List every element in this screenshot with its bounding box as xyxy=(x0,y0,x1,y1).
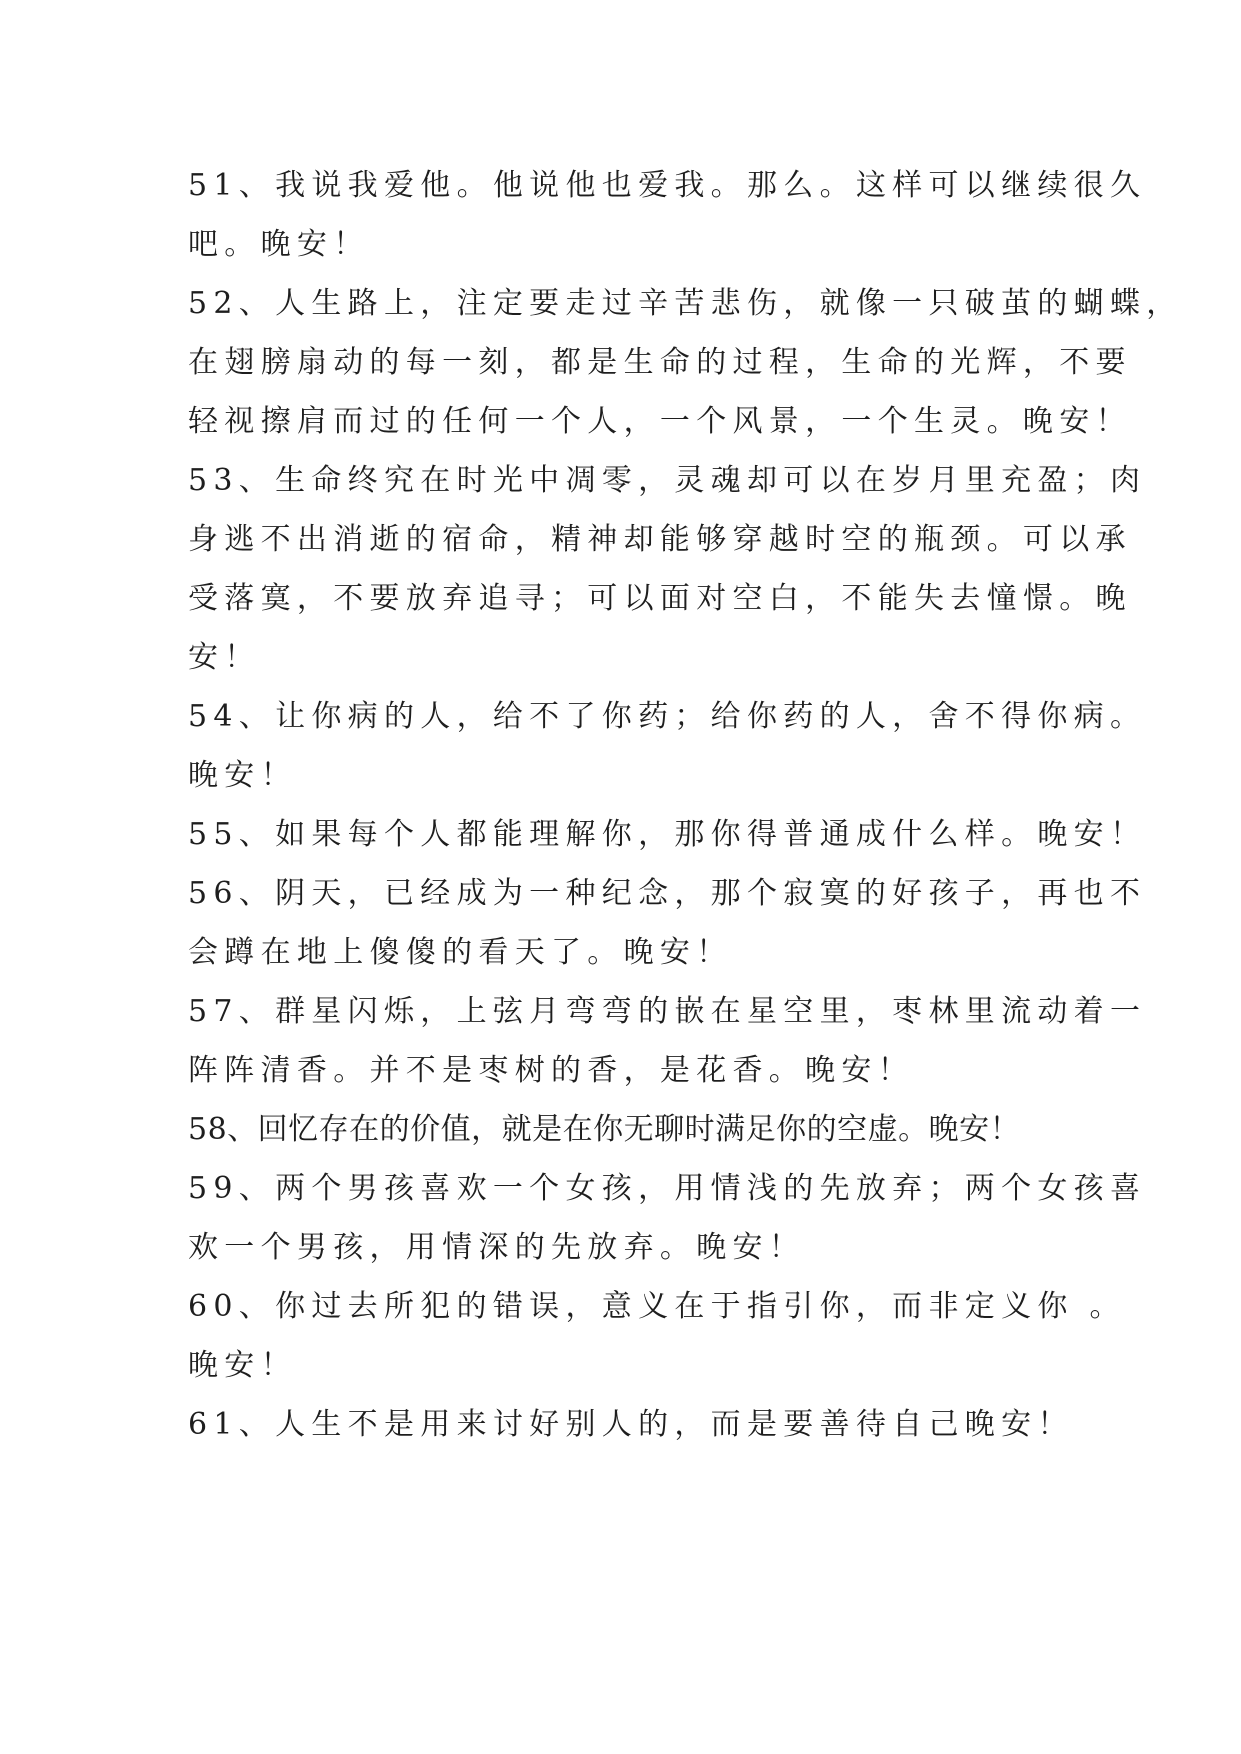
text-line: 60、你过去所犯的错误，意义在于指引你，而非定义你 。 xyxy=(188,1289,1126,1324)
text-line: 轻视擦肩而过的任何一个人，一个风景，一个生灵。晚安！ xyxy=(188,404,1132,439)
text-line: 会蹲在地上傻傻的看天了。晚安！ xyxy=(188,935,733,970)
text-line: 欢一个男孩，用情深的先放弃。晚安！ xyxy=(188,1230,806,1265)
text-line: 58、回忆存在的价值，就是在你无聊时满足你的空虚。晚安！ xyxy=(188,1112,1021,1147)
text-line: 晚安！ xyxy=(188,1348,297,1383)
text-line: 51、我说我爱他。他说他也爱我。那么。这样可以继续很久 xyxy=(188,168,1147,203)
text-line: 晚安！ xyxy=(188,758,297,793)
text-line: 57、群星闪烁，上弦月弯弯的嵌在星空里，枣林里流动着一 xyxy=(188,994,1147,1029)
text-line: 55、如果每个人都能理解你，那你得普通成什么样。晚安！ xyxy=(188,817,1147,852)
document-body xyxy=(188,156,1183,1454)
text-line: 54、让你病的人，给不了你药；给你药的人，舍不得你病。 xyxy=(188,699,1147,734)
text-line: 59、两个男孩喜欢一个女孩，用情浅的先放弃；两个女孩喜 xyxy=(188,1171,1147,1206)
text-line: 52、人生路上，注定要走过辛苦悲伤，就像一只破茧的蝴蝶， xyxy=(188,286,1183,321)
text-line: 61、人生不是用来讨好别人的，而是要善待自己晚安！ xyxy=(188,1407,1074,1442)
text-line: 53、生命终究在时光中凋零，灵魂却可以在岁月里充盈；肉 xyxy=(188,463,1147,498)
text-line: 身逃不出消逝的宿命，精神却能够穿越时空的瓶颈。可以承 xyxy=(188,522,1132,557)
text-line: 安！ xyxy=(188,640,261,675)
text-line: 阵阵清香。并不是枣树的香，是花香。晚安！ xyxy=(188,1053,914,1088)
text-line: 在翅膀扇动的每一刻，都是生命的过程，生命的光辉，不要 xyxy=(188,345,1132,380)
text-line: 吧。晚安！ xyxy=(188,227,370,262)
text-line: 受落寞，不要放弃追寻；可以面对空白，不能失去憧憬。晚 xyxy=(188,581,1132,616)
text-line: 56、阴天，已经成为一种纪念，那个寂寞的好孩子，再也不 xyxy=(188,876,1147,911)
